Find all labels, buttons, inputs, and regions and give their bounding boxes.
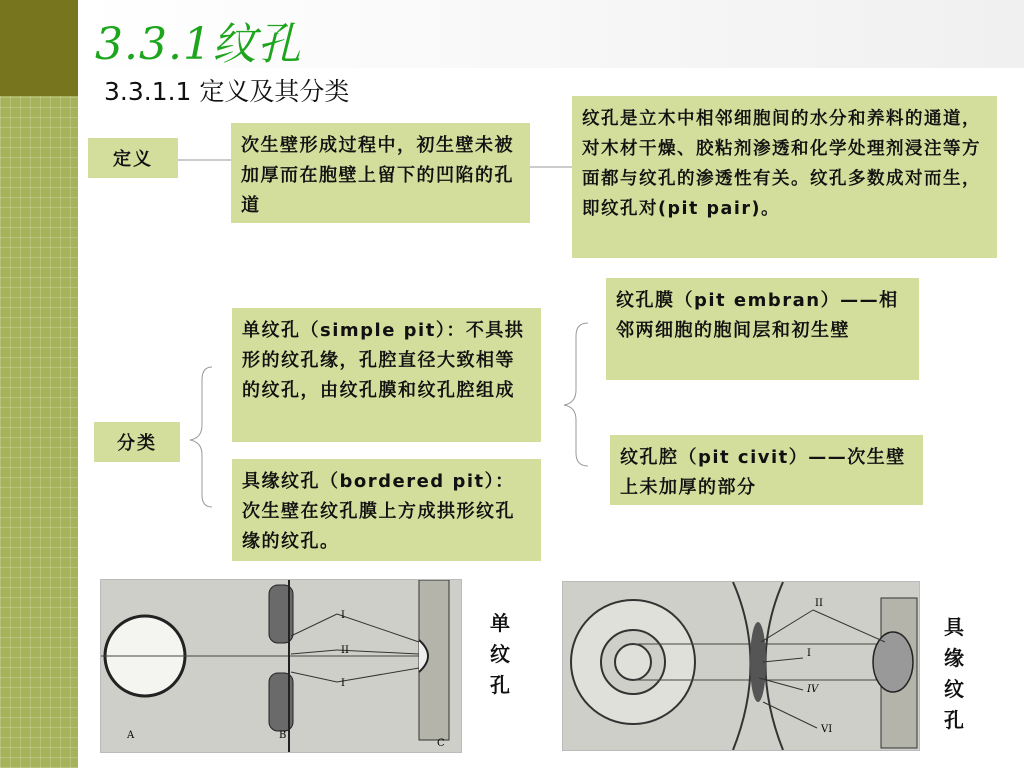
- bordered-pit-text: 具缘纹孔（bordered pit）：次生壁在纹孔膜上方成拱形纹孔缘的纹孔。: [232, 459, 541, 561]
- simple-pit-caption: 单纹孔: [490, 611, 510, 697]
- bordered-pit-figure: [562, 581, 920, 751]
- simple-label-a: A: [127, 730, 135, 741]
- classification-label: 分类: [94, 422, 180, 462]
- simple-label-3: I: [341, 678, 345, 689]
- bordered-label-2: II: [815, 598, 823, 609]
- simple-pit-diagram: [101, 580, 461, 752]
- simple-label-1: I: [341, 610, 345, 621]
- definition-label: 定义: [88, 138, 178, 178]
- definition-note: 纹孔是立木中相邻细胞间的水分和养料的通道，对木材干燥、胶粘剂渗透和化学处理剂浸注等方面都与纹孔的渗透性有关。纹孔多数成对而生，即纹孔对(pit pair)。: [572, 96, 997, 258]
- simple-label-c: C: [437, 738, 445, 749]
- bordered-label-6: VI: [821, 724, 833, 735]
- slide-subtitle: 3.3.1.1 定义及其分类: [104, 77, 350, 106]
- slide-title: 3.3.1纹孔: [95, 19, 302, 70]
- bordered-pit-caption: 具缘纹孔: [944, 615, 964, 732]
- simple-label-b: B: [279, 730, 287, 741]
- simple-pit-figure: [100, 579, 462, 753]
- bordered-pit-diagram: [563, 582, 919, 750]
- pit-cavity-text: 纹孔腔（pit civit）——次生壁上未加厚的部分: [610, 435, 923, 505]
- pit-membrane-text: 纹孔膜（pit embran）——相邻两细胞的胞间层和初生壁: [606, 278, 919, 380]
- simple-pit-text: 单纹孔（simple pit）：不具拱形的纹孔缘，孔腔直径大致相等的纹孔，由纹孔膜和纹孔腔组成: [232, 308, 541, 442]
- definition-text: 次生壁形成过程中，初生壁未被加厚而在胞壁上留下的凹陷的孔道: [231, 123, 530, 223]
- bordered-label-1: I: [807, 648, 811, 659]
- bordered-label-4: IV: [807, 684, 819, 695]
- simple-label-2: II: [341, 645, 349, 656]
